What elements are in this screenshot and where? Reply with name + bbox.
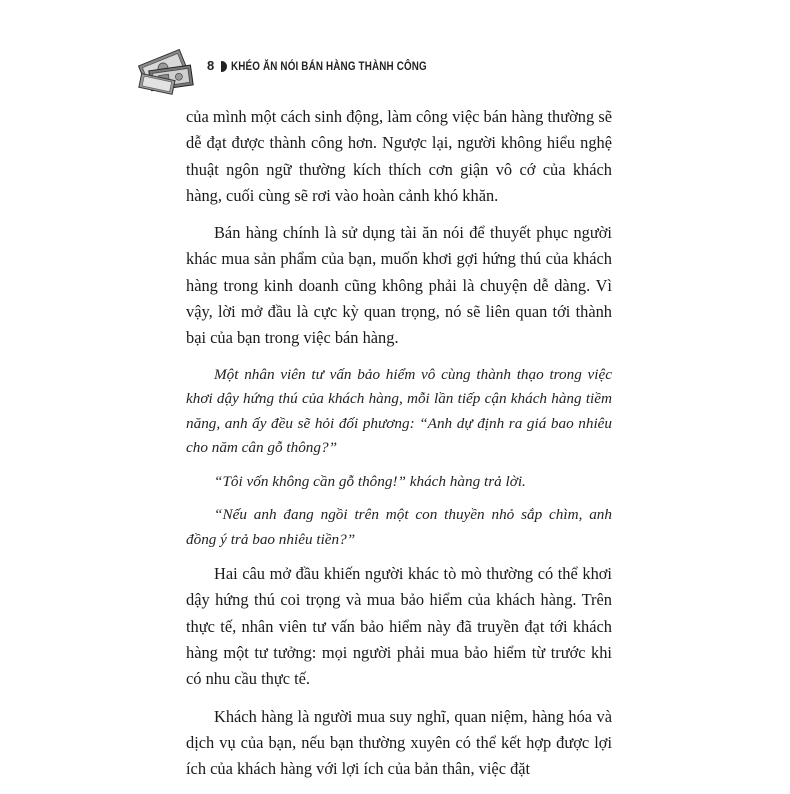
italic-paragraph: “Nếu anh đang ngồi trên một con thuyền nhỏ sắp chìm, anh đồng ý trả bao nhiêu tiền?” — [186, 506, 612, 548]
paragraph: Khách hàng là người mua suy nghĩ, quan niệm, hàng hóa và dịch vụ của bạn, nếu bạn thường xuyên có thể kết hợp được lợi ích của khách hàng với lợi ích của bản thân, việc đặt — [186, 706, 612, 779]
page-number: 8 — [207, 58, 215, 73]
page-body — [186, 104, 612, 794]
page-header — [136, 40, 656, 100]
paragraph: Bán hàng chính là sử dụng tài ăn nói để thuyết phục người khác mua sản phẩm của bạn, muốn khơi gợi hứng thú của khách hàng trong kinh doanh cũng không phải là chuyện dễ dàng. Vì vậy, lời mở đầu là cực kỳ quan trọng, nó sẽ liên quan tới thành bại của bạn trong việc bán hàng. — [186, 223, 612, 348]
italic-paragraph: Một nhân viên tư vấn bảo hiểm vô cùng thành thạo trong việc khơi dậy hứng thú của khách hàng, mỗi lần tiếp cận khách hàng tiềm năng, anh ấy đều sẽ hỏi đối phương: “Anh dự định ra giá bao nhiêu cho năm cân gỗ thông?” — [186, 365, 612, 457]
paragraph: Hai câu mở đầu khiến người khác tò mò thường có thể khơi dậy hứng thú coi trọng và mua bảo hiểm của khách hàng. Trên thực tế, nhân viên tư vấn bảo hiểm này đã truyền đạt tới khách hàng một tư tưởng: mọi người phải mua bảo hiểm từ trước khi có nhu cầu thực tế. — [186, 564, 612, 689]
paragraph: của mình một cách sinh động, làm công việc bán hàng thường sẽ dễ đạt được thành công hơn. Ngược lại, người không hiểu nghệ thuật ngôn ngữ thường kích thích cơn giận vô cớ của khách hàng, cuối cùng sẽ rơi vào hoàn cảnh khó khăn. — [186, 107, 612, 205]
money-stack-icon — [136, 40, 196, 100]
italic-paragraph: “Tôi vốn không cần gỗ thông!” khách hàng trả lời. — [214, 472, 526, 490]
half-circle-icon — [221, 61, 227, 72]
running-title: KHÉO ĂN NÓI BÁN HÀNG THÀNH CÔNG — [231, 59, 427, 73]
